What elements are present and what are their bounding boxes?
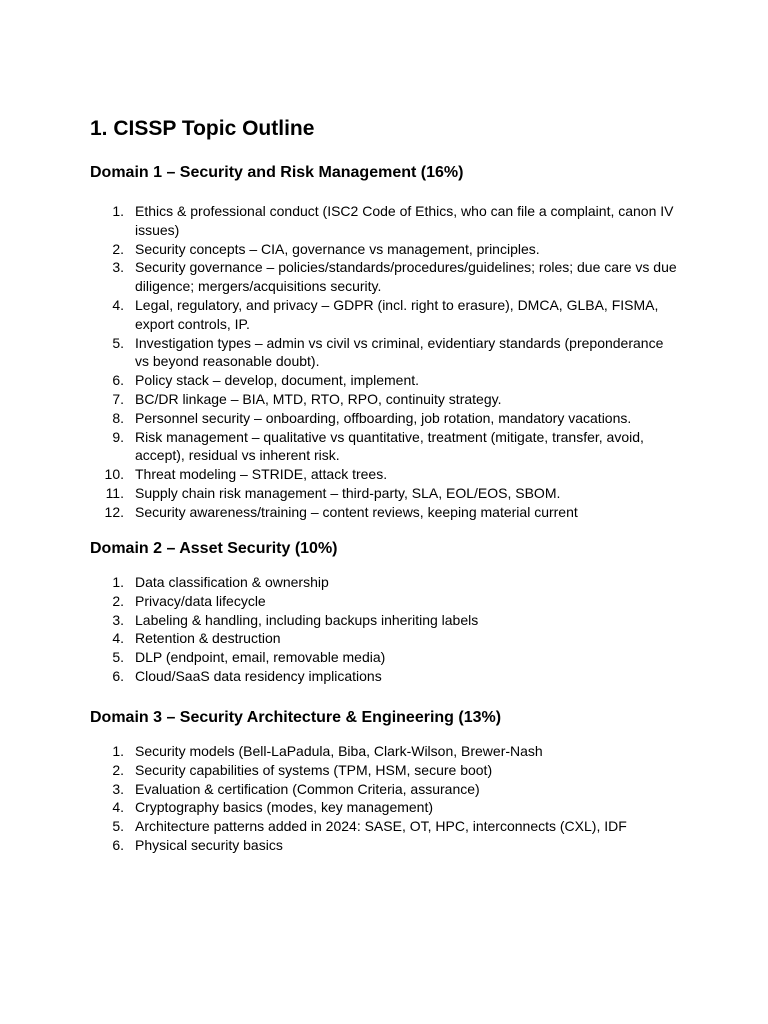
- list-item: [90, 780, 680, 799]
- list-item-text: Physical security basics: [135, 836, 283, 853]
- list-item-text: Supply chain risk management – third-party, SLA, EOL/EOS, SBOM.: [135, 484, 561, 501]
- domain-3-section: [90, 707, 690, 855]
- list-item-text: Security models (Bell-LaPadula, Biba, Clark-Wilson, Brewer-Nash: [135, 743, 543, 759]
- list-item-text: Threat modeling – STRIDE, attack trees.: [135, 466, 388, 483]
- list-item-text: Security governance – policies/standards/procedures/guidelines; roles; due care vs due diligence; mergers/acquisitions security.: [135, 259, 677, 295]
- list-item: [90, 611, 680, 630]
- list-item-number: 9.: [112, 428, 124, 445]
- domain-1-list: [90, 202, 690, 522]
- list-item: [90, 240, 680, 259]
- list-item: [90, 202, 680, 240]
- list-item-text: Security concepts – CIA, governance vs management, principles.: [135, 240, 540, 257]
- list-item-number: 4.: [112, 630, 124, 647]
- list-item-text: Security capabilities of systems (TPM, HSM, secure boot): [135, 761, 493, 778]
- domain-2-heading: Domain 2 – Asset Security (10%): [90, 540, 338, 557]
- list-item-number: 3.: [112, 780, 124, 797]
- list-item-text: Privacy/data lifecycle: [135, 592, 266, 609]
- list-item-number: 2.: [112, 240, 124, 257]
- list-item: [90, 629, 680, 648]
- list-item: [90, 371, 680, 390]
- list-item-number: 6.: [112, 372, 124, 389]
- list-item: [90, 465, 680, 484]
- list-item-number: 6.: [112, 667, 124, 684]
- list-item: [90, 592, 680, 611]
- page-title: 1. CISSP Topic Outline: [90, 117, 315, 140]
- list-item-number: 4.: [112, 296, 124, 313]
- domain-2-list: [90, 573, 690, 686]
- list-item-number: 5.: [112, 818, 124, 835]
- list-item-text: Data classification & ownership: [135, 574, 329, 590]
- list-item-number: 7.: [112, 390, 124, 407]
- list-item-number: 3.: [112, 259, 124, 276]
- list-item-number: 5.: [112, 649, 124, 666]
- domain-1-heading: Domain 1 – Security and Risk Management (16%): [90, 164, 464, 181]
- list-item-number: 1.: [112, 203, 124, 219]
- list-item-number: 1.: [112, 743, 124, 759]
- list-item: [90, 667, 680, 686]
- list-item-text: Architecture patterns added in 2024: SASE, OT, HPC, interconnects (CXL), IDF: [135, 818, 627, 835]
- list-item-number: 2.: [112, 592, 124, 609]
- list-item-number: 8.: [112, 409, 124, 426]
- list-item-text: Legal, regulatory, and privacy – GDPR (incl. right to erasure), DMCA, GLBA, FISMA, export controls, IP.: [135, 296, 659, 332]
- list-item-text: Security awareness/training – content reviews, keeping material current: [135, 503, 578, 520]
- list-item: [90, 484, 680, 503]
- list-item-number: 10.: [104, 466, 124, 483]
- list-item-number: 2.: [112, 761, 124, 778]
- domain-3-list: [90, 742, 690, 855]
- list-item: [90, 817, 680, 836]
- list-item: [90, 836, 680, 855]
- list-item-number: 11.: [105, 484, 124, 501]
- list-item: [90, 390, 680, 409]
- list-item-text: Policy stack – develop, document, implement.: [135, 372, 420, 389]
- list-item: [90, 573, 680, 592]
- list-item-text: Investigation types – admin vs civil vs criminal, evidentiary standards (preponderance vs beyond reasonable doubt).: [135, 334, 664, 370]
- list-item-number: 12.: [104, 503, 124, 520]
- list-item: [90, 409, 680, 428]
- list-item: [90, 258, 680, 296]
- list-item-number: 6.: [112, 836, 124, 853]
- list-item-text: BC/DR linkage – BIA, MTD, RTO, RPO, continuity strategy.: [135, 390, 502, 407]
- list-item-text: DLP (endpoint, email, removable media): [135, 649, 386, 666]
- list-item-text: Risk management – qualitative vs quantitative, treatment (mitigate, transfer, avoid, accept), residual vs inherent risk.: [135, 428, 644, 464]
- list-item-number: 1.: [112, 574, 124, 590]
- list-item-text: Ethics & professional conduct (ISC2 Code of Ethics, who can file a complaint, canon IV issues): [135, 203, 674, 238]
- domain-3-heading: Domain 3 – Security Architecture & Engineering (13%): [90, 709, 502, 726]
- domain-2-section: [90, 538, 690, 686]
- list-item: [90, 503, 680, 522]
- list-item-text: Retention & destruction: [135, 630, 281, 647]
- list-item-text: Cryptography basics (modes, key management): [135, 799, 434, 816]
- list-item-number: 5.: [112, 334, 124, 351]
- list-item: [90, 428, 680, 466]
- list-item-number: 3.: [112, 611, 124, 628]
- list-item: [90, 334, 680, 372]
- list-item: [90, 761, 680, 780]
- list-item-text: Cloud/SaaS data residency implications: [135, 667, 382, 684]
- list-item-number: 4.: [112, 799, 124, 816]
- list-item-text: Labeling & handling, including backups inheriting labels: [135, 611, 479, 628]
- list-item: [90, 798, 680, 817]
- list-item: [90, 648, 680, 667]
- list-item-text: Personnel security – onboarding, offboarding, job rotation, mandatory vacations.: [135, 409, 632, 426]
- domain-1-section: [90, 162, 690, 522]
- list-item: [90, 742, 680, 761]
- list-item: [90, 296, 680, 334]
- list-item-text: Evaluation & certification (Common Criteria, assurance): [135, 780, 480, 797]
